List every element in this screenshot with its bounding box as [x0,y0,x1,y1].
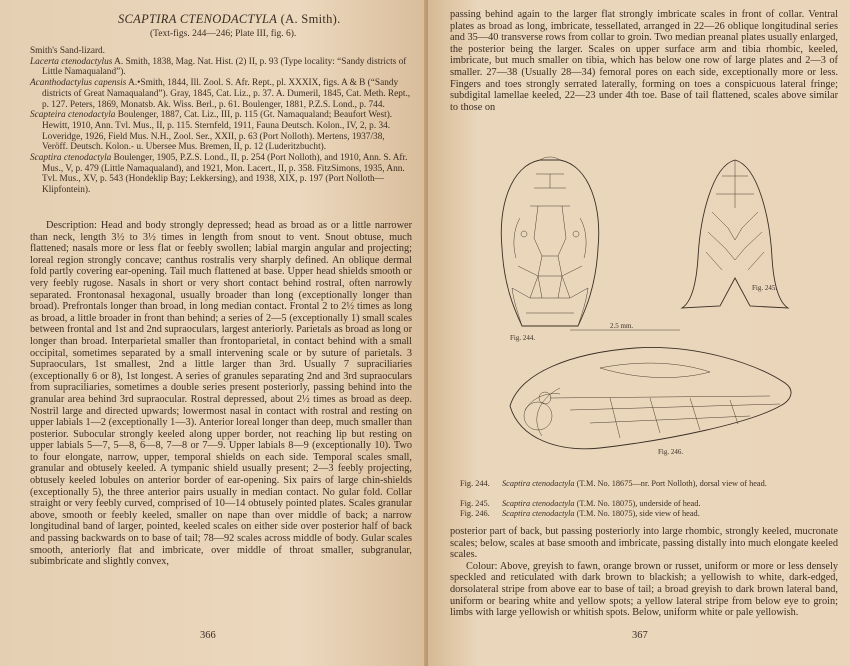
colour-paragraph: Colour: Above, greyish to fawn, orange brown or russet, uniform or more or less densely speckled and reticulated with dark brown to blackish; a yellowish to white, dark-edged, dorsolateral stripe from above ear to base of tail; a broad greyish to dark brown lateral band, uniform or bearing white and yellow spots; a yellow lateral stripe from below eye to groin; limbs with large yellowish or whitish spots. Below, uniform white or pale yellowish. [450,560,838,619]
continued-paragraph: passing behind again to the larger flat strongly imbricate scales in front of collar. Ventral plates as broad as long, imbricate, tessellated, arranged in 22—26 oblique longitudinal series and 35—40 transverse rows from collar to groin. Two median preanal plates usually enlarged, the posterior being the larger. Scales on upper surface arm and tibia rhombic, keeled, imbricate, but much smaller on tibia, which has below one row of large plates and 2—3 of smaller. 27—38 (Usually 28—34) femoral pores on each side, exceptionally more or less. Fingers and toes strongly serrated laterally, forming on toes a conspicuous lateral fringe; subdigital lamellae keeled, 22—23 under 4th toe. Base of tail flattened, scales above similar to those on [450,9,838,113]
synonymy-entry: Lacerta ctenodactylus A. Smith, 1838, Mag. Nat. Hist. (2) II, p. 93 (Type locality: “Sandy districts of Little Namaqualand”). [30,56,407,78]
species-name: SCAPTIRA CTENODACTYLA [118,12,278,26]
synonymy-entry: Scapteira ctenodactyla Boulenger, 1887, Cat. Liz., III, p. 115 (Gt. Namaqualand; Beaufort West). Hewitt, 1910, Ann. Tvl. Mus., II, p. 115. Sternfeld, 1911, Fauna Deutsch. Kolon., IV, 2, p. 34. Loveridge, 1926, Field Mus. N.H., Zool. Ser., XXII, p. 63 (Port Nolloth). Mertens, 1937/38, Veröff. Deutsch. Kolon.- u. Ubersee Mus. Bremen, II, p. 12 (Luderitzbucht). [30,110,393,153]
head-illustrations [450,148,838,478]
fig-246-side-head-drawing [510,322,791,456]
fig-246-label: Fig. 246. [658,448,684,456]
fig-245-label: Fig. 245. [752,284,778,292]
species-title [118,12,341,27]
synonymy-entry: Smith's Sand-lizard. [30,46,106,56]
tail-paragraph: posterior part of back, but passing posteriorly into large rhombic, strongly keeled, mucronate scales; below, scales at base smooth and imbricate, passing distally into much elongate keeled scales. [450,526,838,561]
figure-caption-246: Fig. 246. Scaptira ctenodactyla (T.M. No. 18075), side view of head. [460,509,700,518]
description [30,220,412,568]
figure-caption-244: Fig. 244. Scaptira ctenodactyla (T.M. No. 18675—nr. Port Nolloth), dorsal view of head. [460,479,767,488]
synonymy-entry: Acanthodactylus capensis A.•Smith, 1844, Ill. Zool. S. Afr. Rept., pl. XXXIX, figs. A & B (“Sandy districts of Great Namaqualand”). Gray, 1845, Cat. Liz., p. 37. A. Dumeril, 1845, Cat. Meth. Rept., p. 127. Peters, 1869, Monatsb. Ak. Wiss. Berl., p. 61. Boulenger, 1881, P.Z.S. Lond., p. 744. [30,78,411,110]
page-number-left: 366 [200,630,216,641]
fig-244-label: Fig. 244. [510,334,536,342]
description-paragraph: Description: Head and body strongly depressed; head as broad as or a little narrower than neck, length 3½ to 3½ times in length from snout to vent. Snout obtuse, much flattened; nasals more or less flat or feebly swollen; labial margin angular and projecting; loreal region strongly concave; canthus rostralis very sharply defined. An oblique dermal fold partly covering ear-opening. Tail much flattened at base. Upper head shields smooth or very feebly rugose. Nasals in short or very short contact behind rostral, often narrowly separated. Frontonasal hexagonal, usually broader than long (exceptionally longer than broad). Prefrontals longer than broad, in long median contact. Frontal 2 to 2½ times as long as broad, a little broader in front than behind; a series of 2—5 (exceptionally 1) small scales between frontal and 1st and 2nd supraoculars, largest anteriorly. Parietals as broad as long or longer than broad. Interparietal smaller than frontoparietal, in contact behind with a small occipital, sometimes separated by a small intervening scale or by suture of parietals. 3 Supraoculars, 1st smallest, 2nd a little larger than 3rd. Usually 7 supraciliaries (exceptionally 6 or 8), 1st longest. A series of granules separating 2nd and 3rd supraoculars from supraciliaries, sometimes a double series present posteriorly, passing behind into the granular area behind 3rd supraocular. Rostral depressed, about 2½ times as broad as deep. Nostril large and directed upwards; lowermost nasal in contact with rostral and resting on upper labials 1—2 (exceptionally 1—3). Anterior loreal longer than deep, much smaller than posterior. Subocular strongly keeled along upper border, not reaching lip but resting on upper labials 5—7, 5—8, 6—8, 7—8 or 7—9. Upper labials 8—9 (exceptionally 10). Two to four elongate, narrow, upper, temporal shields on each side. Temporal scales small, granular and obtusely keeled. A tympanic shield usually present; 2—3 feebly projecting, obtusely keeled lobules on anterior border of ear-opening. Six pairs of large chin-shields (exceptionally 5), the three anterior pairs usually in median contact. No gular fold. Collar straight or very feebly curved, comprised of 10—14 obtusely pointed plates. Scales granular above, smooth or feebly keeled, smaller on nape than over middle of back; a narrow longitudinal band of larger, pointed, keeled scales on either side over posterior half of back and passing backwards on to base of tail; 78—92 scales across middle of body. Gular scales smooth, anteriorly flat and imbricate, over middle of throat smaller, subgranular, subimbricate and slightly convex, [30,220,413,568]
figure-caption-245: Fig. 245. Scaptira ctenodactyla (T.M. No. 18075), underside of head. [460,499,701,508]
figure-plate [450,148,838,478]
fig-245-ventral-head-drawing [682,160,788,308]
tail-and-colour-description [450,526,838,619]
synonymy-list [30,46,412,196]
figure-reference: (Text-figs. 244—246; Plate III, fig. 6). [150,29,297,39]
synonymy-entry: Scaptira ctenodactyla Boulenger, 1905, P.Z.S. Lond., II, p. 254 (Port Nolloth), and 1910, Ann. S. Afr. Mus., V, p. 479 (Little Namaqualand), and 1921, Mon. Lacert., II, p. 358. FitzSimons, 1935, Ann. Tvl. Mus., XV, p. 543 (Hondeklip Bay; Lekkersing), and 1938, XIX, p. 197 (Port Nolloth—Klipfontein). [30,153,408,196]
scale-mark: 2.5 mm. [610,322,634,330]
continued-description [450,9,838,113]
page-number-right: 367 [632,630,648,641]
fig-244-dorsal-head-drawing [501,157,598,342]
right-page [428,0,850,666]
species-author: (A. Smith). [280,12,341,26]
